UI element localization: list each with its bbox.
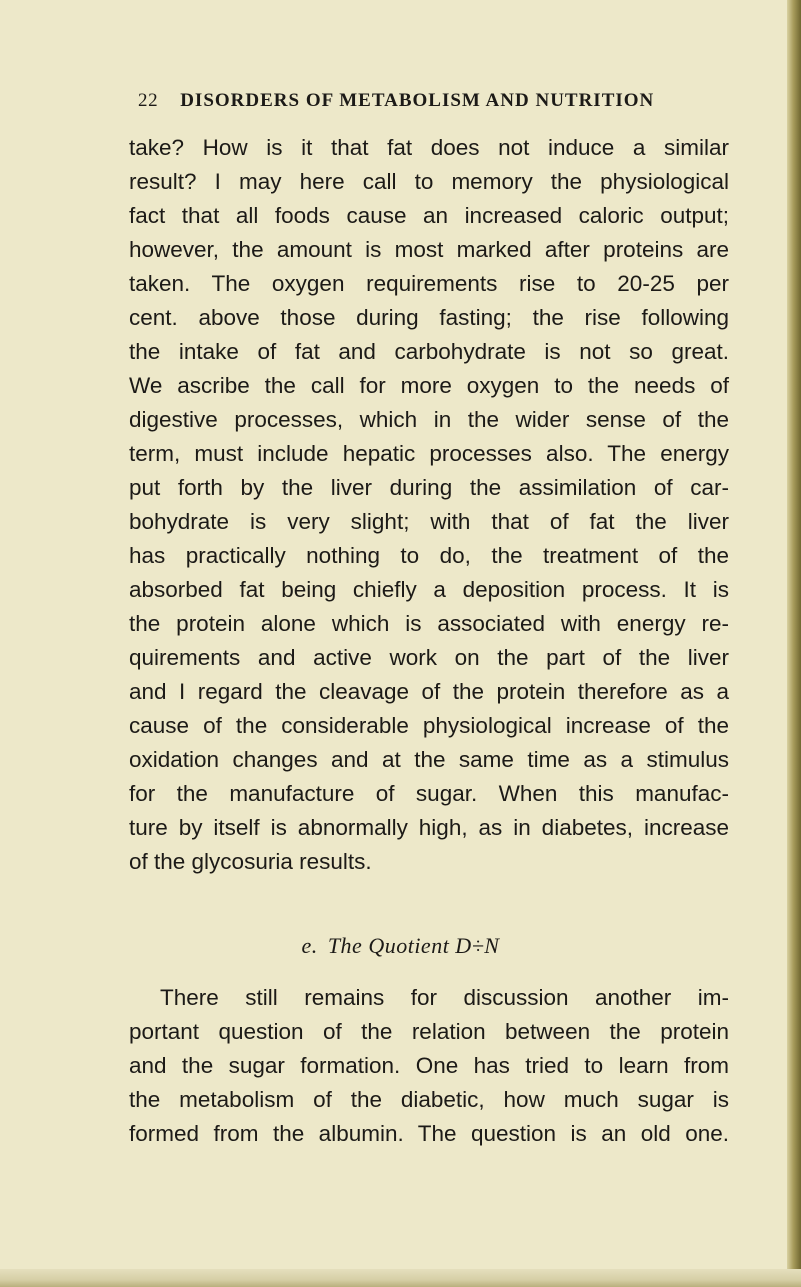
text-line: result? I may here call to memory the physiological xyxy=(129,169,729,194)
section-letter: e. xyxy=(301,933,318,958)
text-line: ture by itself is abnormally high, as in diabetes, increase xyxy=(129,815,729,840)
text-line: however, the amount is most marked after proteins are xyxy=(129,237,729,262)
text-line: cause of the considerable physiological increase of the xyxy=(129,713,729,738)
text-line: and I regard the cleavage of the protein therefore as a xyxy=(129,679,729,704)
text-line: formed from the albumin. The question is an old one. xyxy=(129,1121,729,1146)
text-line: There still remains for discussion another im- xyxy=(160,985,729,1010)
text-line: bohydrate is very slight; with that of fat the liver xyxy=(129,509,729,534)
text-line: fact that all foods cause an increased caloric output; xyxy=(129,203,729,228)
text-line: oxidation changes and at the same time as a stimulus xyxy=(129,747,729,772)
text-line: term, must include hepatic processes also. The energy xyxy=(129,441,729,466)
text-line: and the sugar formation. One has tried to learn from xyxy=(129,1053,729,1078)
text-line: of the glycosuria results. xyxy=(129,849,372,874)
page-number: 22 xyxy=(138,90,159,111)
text-line: portant question of the relation between the protein xyxy=(129,1019,729,1044)
text-line: the intake of fat and carbohydrate is not so great. xyxy=(129,339,729,364)
text-line: We ascribe the call for more oxygen to the needs of xyxy=(129,373,729,398)
text-line: digestive processes, which in the wider sense of the xyxy=(129,407,729,432)
text-line: the metabolism of the diabetic, how much sugar is xyxy=(129,1087,729,1112)
running-head xyxy=(138,90,738,112)
text-line: absorbed fat being chiefly a deposition process. It is xyxy=(129,577,729,602)
text-line: take? How is it that fat does not induce a similar xyxy=(129,135,729,160)
text-line: quirements and active work on the part of the liver xyxy=(129,645,729,670)
text-line: taken. The oxygen requirements rise to 20-25 per xyxy=(129,271,729,296)
text-line: cent. above those during fasting; the rise following xyxy=(129,305,729,330)
section-title: The Quotient D÷N xyxy=(327,933,500,958)
page-edge-shadow xyxy=(787,0,801,1287)
text-line: put forth by the liver during the assimilation of car- xyxy=(129,475,729,500)
section-heading xyxy=(0,933,801,959)
text-line: the protein alone which is associated with energy re- xyxy=(129,611,729,636)
text-line: has practically nothing to do, the treatment of the xyxy=(129,543,729,568)
chapter-title: DISORDERS OF METABOLISM AND NUTRITION xyxy=(180,90,655,111)
page-bottom-edge xyxy=(0,1269,801,1287)
text-line: for the manufacture of sugar. When this manufac- xyxy=(129,781,729,806)
